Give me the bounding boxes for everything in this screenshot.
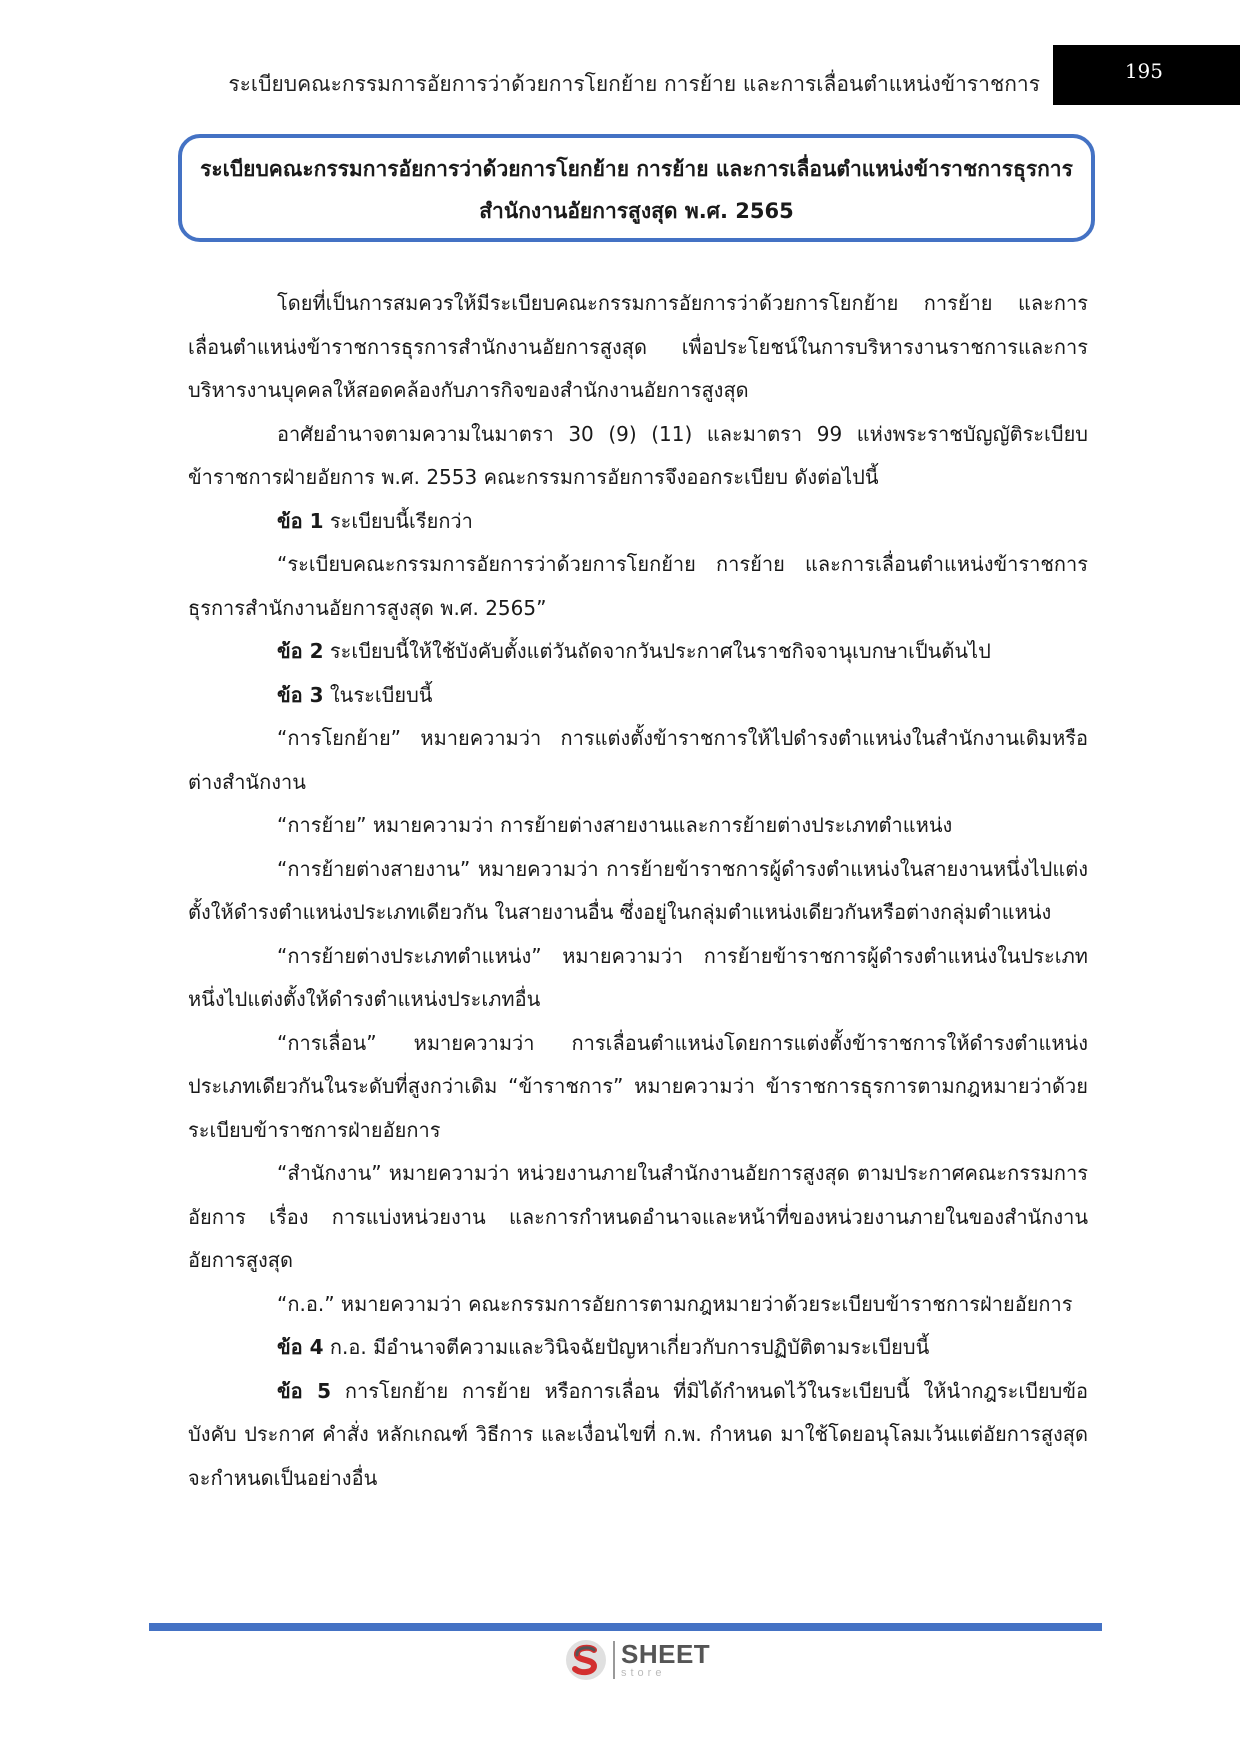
clause-5-label: ข้อ 5 <box>277 1378 332 1403</box>
page-number-box <box>1053 45 1240 105</box>
document-body <box>188 282 1088 1500</box>
document-title-box <box>178 134 1095 242</box>
logo-separator <box>613 1641 615 1679</box>
preamble-paragraph: โดยที่เป็นการสมควรให้มีระเบียบคณะกรรมการอัยการว่าด้วยการโยกย้าย การย้าย และการเลื่อนตำแหน่งข้าราชการธุรการสำนักงานอัยการสูงสุด เพื่อประโยชน์ในการบริหารงานราชการและการบริหารงานบุคคลให้สอดคล้องกับภารกิจของสำนักงานอัยการสูงสุด <box>188 291 1088 402</box>
clause-2-text: ระเบียบนี้ให้ใช้บังคับตั้งแต่วันถัดจากวันประกาศในราชกิจจานุเบกษาเป็นต้นไป <box>323 639 991 663</box>
document-title-line-2: สำนักงานอัยการสูงสุด พ.ศ. 2565 <box>479 199 794 223</box>
clause-5 <box>188 1370 1088 1501</box>
clause-4-label: ข้อ 4 <box>277 1335 324 1359</box>
logo-wordmark <box>621 1641 710 1679</box>
regulation-name-paragraph: “ระเบียบคณะกรรมการอัยการว่าด้วยการโยกย้าย การย้าย และการเลื่อนตำแหน่งข้าราชการธุรการสำนักงานอัยการสูงสุด พ.ศ. 2565” <box>188 552 1088 620</box>
clause-4 <box>188 1326 1088 1370</box>
definition-promotion: “การเลื่อน” หมายความว่า การเลื่อนตำแหน่งโดยการแต่งตั้งข้าราชการให้ดำรงตำแหน่งประเภทเดียวกันในระดับที่สูงกว่าเดิม “ข้าราชการ” หมายความว่า ข้าราชการธุรการตามกฎหมายว่าด้วยระเบียบข้าราชการฝ่ายอัยการ <box>188 1030 1088 1142</box>
clause-3 <box>188 674 1088 718</box>
definition-transfer: “การโยกย้าย” หมายความว่า การแต่งตั้งข้าราชการให้ไปดำรงตำแหน่งในสำนักงานเดิมหรือต่างสำนักงาน <box>188 726 1088 794</box>
running-header: ระเบียบคณะกรรมการอัยการว่าด้วยการโยกย้าย การย้าย และการเลื่อนตำแหน่งข้าราชการ <box>228 72 1040 96</box>
authority-paragraph: อาศัยอำนาจตามความในมาตรา 30 (9) (11) และมาตรา 99 แห่งพระราชบัญญัติระเบียบข้าราชการฝ่ายอัยการ พ.ศ. 2553 คณะกรรมการอัยการจึงออกระเบียบ ดังต่อไปนี้ <box>188 421 1088 489</box>
footer-rule <box>149 1623 1102 1631</box>
clause-2 <box>188 630 1088 674</box>
clause-1-text: ระเบียบนี้เรียกว่า <box>323 508 473 533</box>
definition-move: “การย้าย” หมายความว่า การย้ายต่างสายงานและการย้ายต่างประเภทตำแหน่ง <box>277 813 953 837</box>
page-number: 195 <box>1124 59 1163 83</box>
sheet-store-logo-icon <box>563 1637 609 1683</box>
sheet-store-logo <box>563 1634 723 1686</box>
clause-1-label: ข้อ 1 <box>277 508 324 533</box>
definition-move-line-of-work: “การย้ายต่างสายงาน” หมายความว่า การย้ายข้าราชการผู้ดำรงตำแหน่งในสายงานหนึ่งไปแต่งตั้งให้ดำรงตำแหน่งประเภทเดียวกัน ในสายงานอื่น ซึ่งอยู่ในกลุ่มตำแหน่งเดียวกันหรือต่างกลุ่มตำแหน่ง <box>188 856 1088 924</box>
definition-office: “สำนักงาน” หมายความว่า หน่วยงานภายในสำนักงานอัยการสูงสุด ตามประกาศคณะกรรมการอัยการ เรื่อง การแบ่งหน่วยงาน และการกำหนดอำนาจและหน้าที่ของหน่วยงานภายในของสำนักงานอัยการสูงสุด <box>188 1161 1088 1272</box>
logo-sub-text: store <box>621 1667 666 1679</box>
clause-2-label: ข้อ 2 <box>277 639 324 663</box>
clause-1 <box>188 500 1088 544</box>
logo-main-text: SHEET <box>621 1639 711 1669</box>
clause-5-text: การโยกย้าย การย้าย หรือการเลื่อน ที่มิได้กำหนดไว้ในระเบียบนี้ ให้นำกฎระเบียบข้อบังคับ ประกาศ คำสั่ง หลักเกณฑ์ วิธีการ และเงื่อนไขที่ ก.พ. กำหนด มาใช้โดยอนุโลมเว้นแต่อัยการสูงสุดจะกำหนดเป็นอย่างอื่น <box>188 1378 1088 1490</box>
clause-4-text: ก.อ. มีอำนาจตีความและวินิจฉัยปัญหาเกี่ยวกับการปฏิบัติตามระเบียบนี้ <box>323 1335 930 1359</box>
document-title-line-1: ระเบียบคณะกรรมการอัยการว่าด้วยการโยกย้าย การย้าย และการเลื่อนตำแหน่งข้าราชการธุรการ <box>200 157 1073 181</box>
definition-ko: “ก.อ.” หมายความว่า คณะกรรมการอัยการตามกฎหมายว่าด้วยระเบียบข้าราชการฝ่ายอัยการ <box>277 1291 1073 1316</box>
clause-3-label: ข้อ 3 <box>277 682 324 707</box>
clause-3-text: ในระเบียบนี้ <box>323 682 433 707</box>
definition-move-position-type: “การย้ายต่างประเภทตำแหน่ง” หมายความว่า การย้ายข้าราชการผู้ดำรงตำแหน่งในประเภทหนึ่งไปแต่งตั้งให้ดำรงตำแหน่งประเภทอื่น <box>188 943 1088 1011</box>
